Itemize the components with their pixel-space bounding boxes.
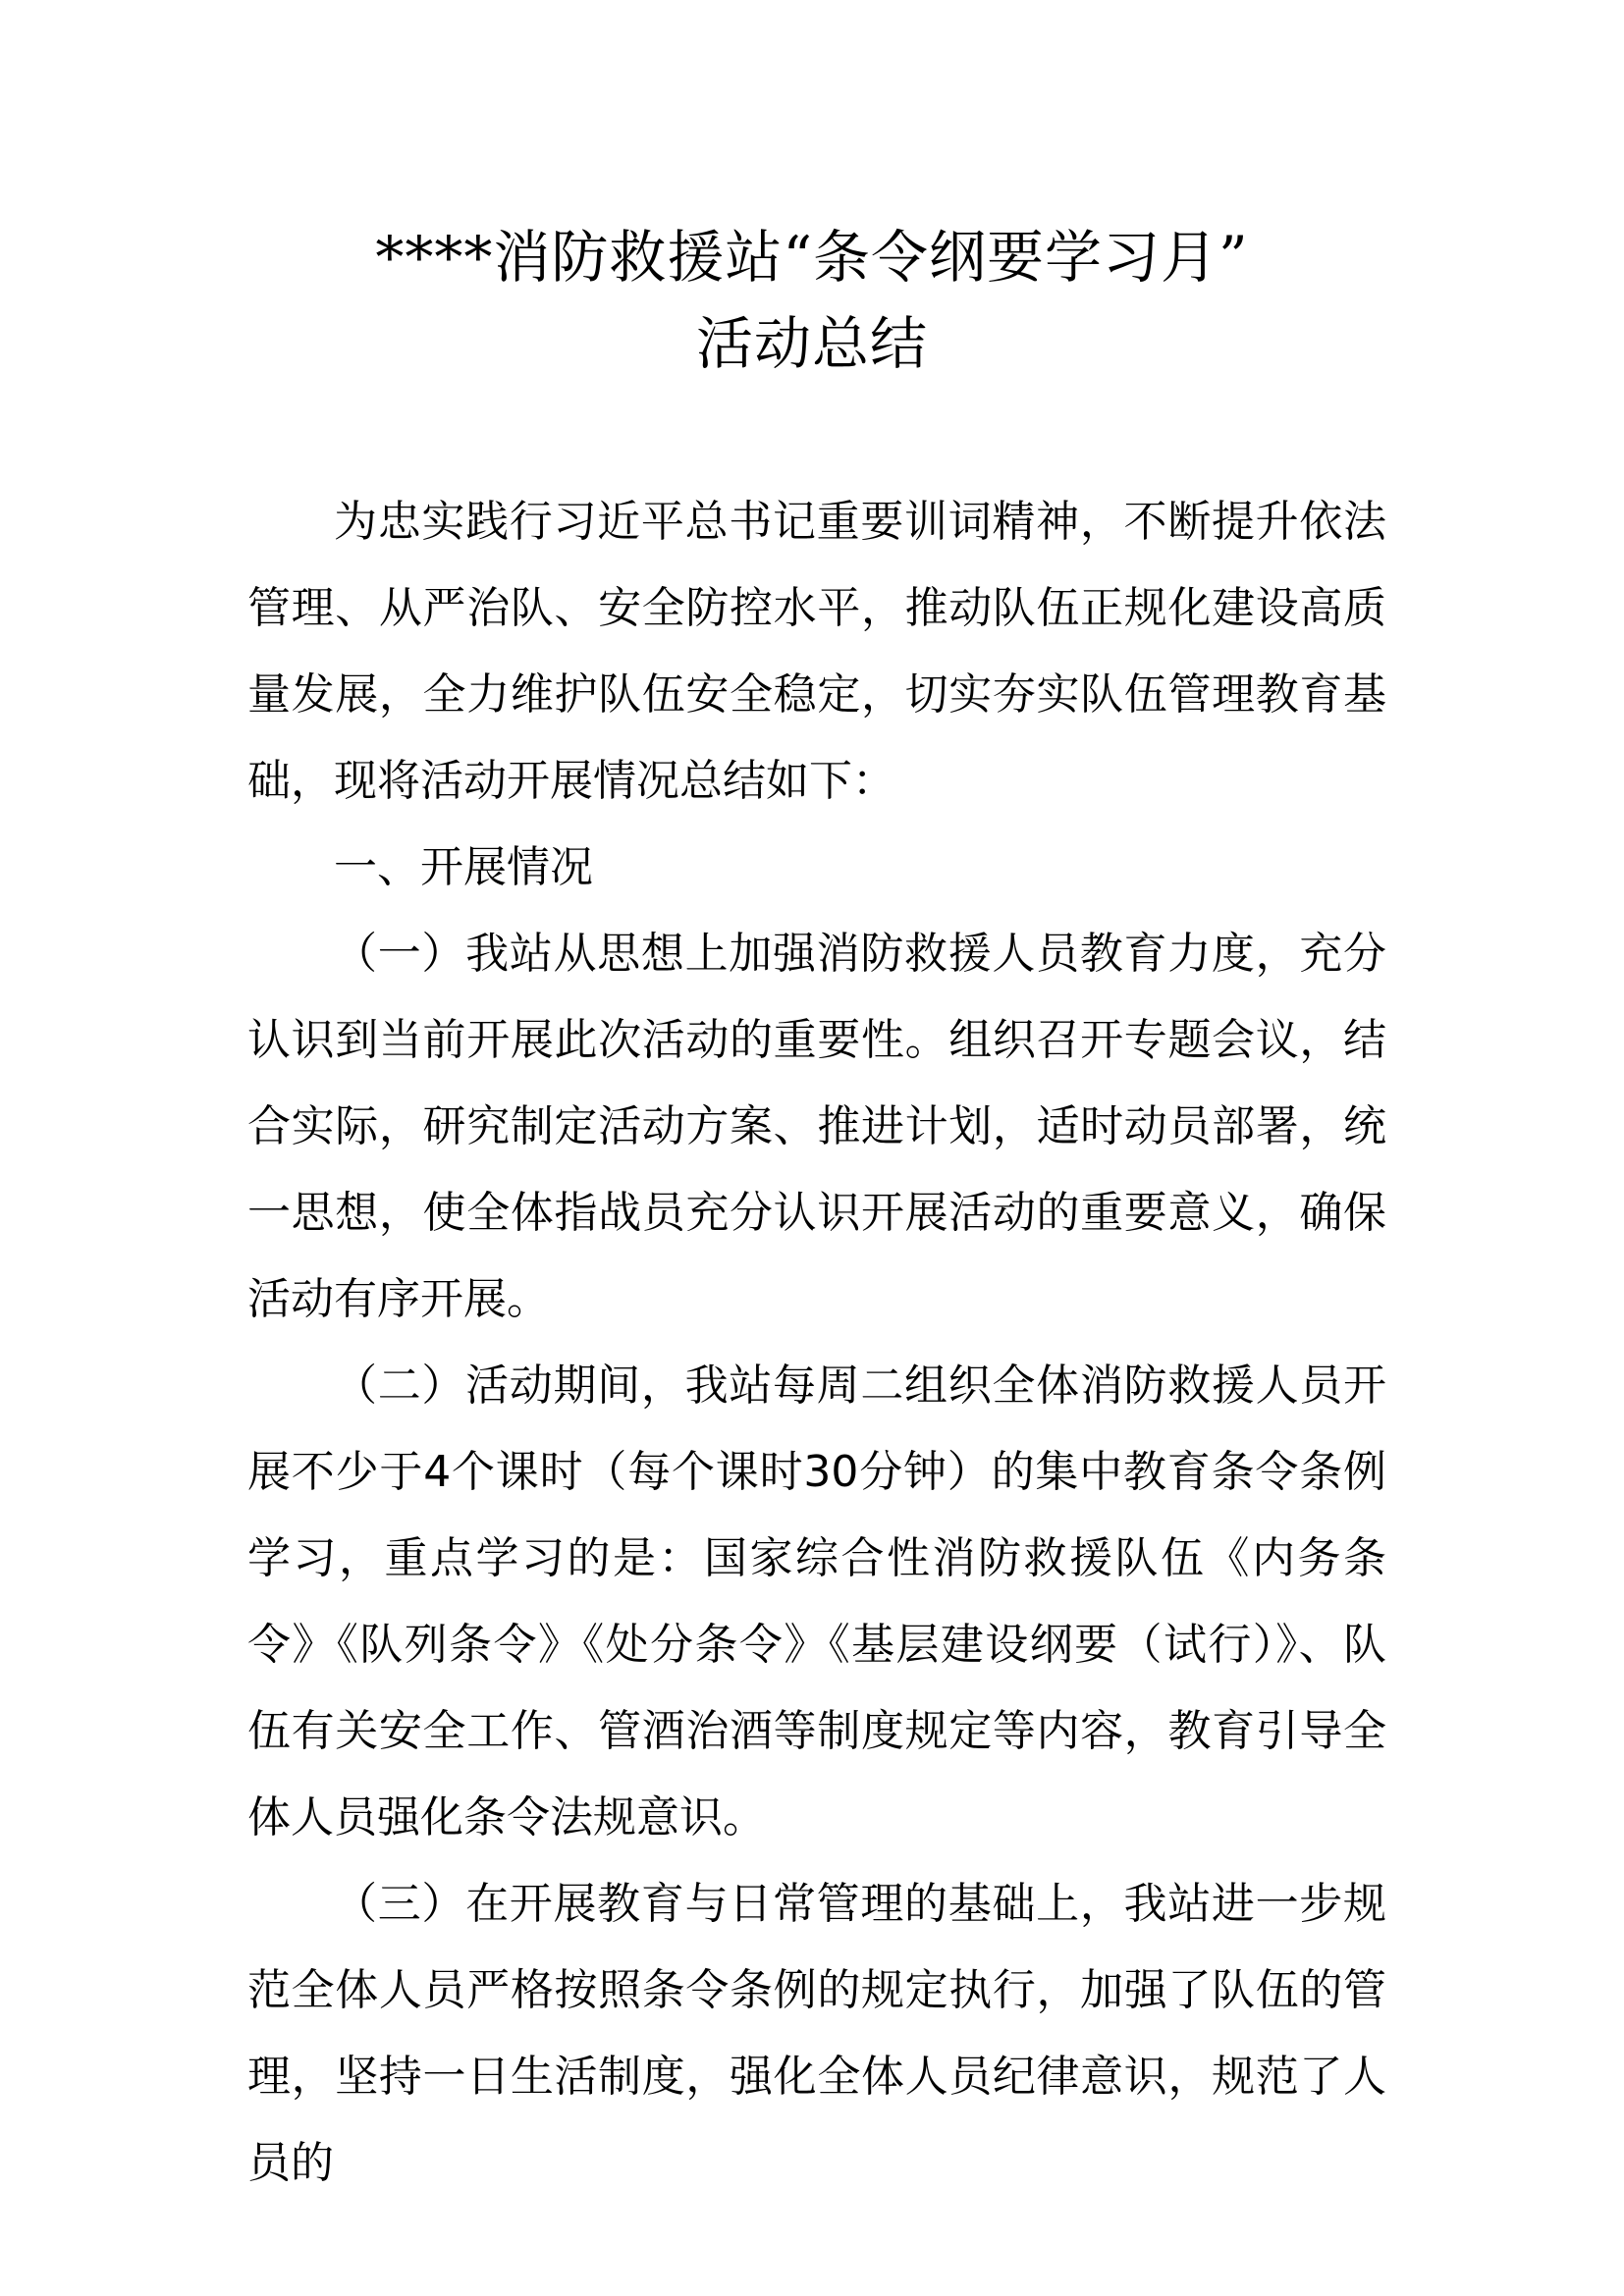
document-title-line-1: ****消防救援站“条令纲要学习月”: [375, 224, 1249, 291]
intro-paragraph: 为忠实践行习近平总书记重要训词精神，不断提升依法管理、从严治队、安全防控水平，推动队伍正规化建设高质量发展，全力维护队伍安全稳定，切实夯实队伍管理教育基础，现将活动开展情况总结如下：: [247, 497, 1386, 806]
paragraph-item-2: （二）活动期间，我站每周二组织全体消防救援人员开展不少于4个课时（每个课时30分钟）的集中教育条令条例学习，重点学习的是：国家综合性消防救援队伍《内务条令》《队列条令》《处分条令》《基层建设纲要（试行）》、队伍有关安全工作、管酒治酒等制度规定等内容，教育引导全体人员强化条令法规意识。: [247, 1361, 1386, 1842]
document-body: [247, 479, 1386, 2207]
document-title-line-2: 活动总结: [695, 310, 928, 377]
section-heading: 一、开展情况: [334, 842, 593, 892]
paragraph-item-1: （一）我站从思想上加强消防救援人员教育力度，充分认识到当前开展此次活动的重要性。组织召开专题会议，结合实际，研究制定活动方案、推进计划，适时动员部署，统一思想，使全体指战员充分认识开展活动的重要意义，确保活动有序开展。: [247, 929, 1386, 1324]
paragraph-item-3: （三）在开展教育与日常管理的基础上，我站进一步规范全体人员严格按照条令条例的规定执行，加强了队伍的管理，坚持一日生活制度，强化全体人员纪律意识，规范了人员的: [247, 1879, 1386, 2188]
